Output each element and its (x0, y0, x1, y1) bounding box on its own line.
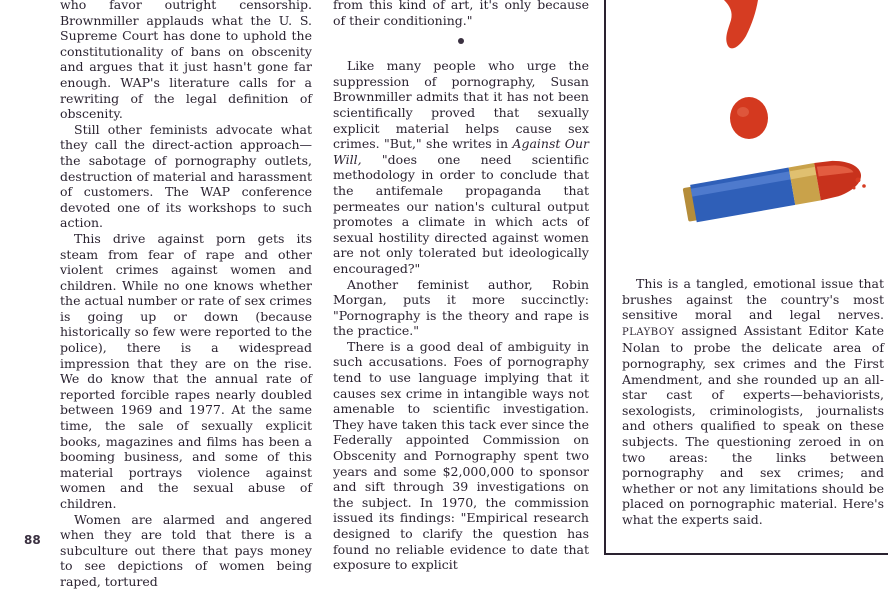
paragraph: This drive against porn gets its steam from fear of rape and other violent crimes against women and children. While no one knows whether the actual number or rate of sex crimes is going up or down (because historically so few were reported to the police), there is a widespread impression that they are on the rise. We do know that the annual rate of reported forcible rapes nearly doubled between 1969 and 1977. At the same time, the sale of sexually explicit books, magazines and films has been a booming business, and some of this material portrays violence against women and the sexual abuse of children. (60, 230, 312, 511)
sidebar-box (604, 0, 888, 555)
paragraph: This is a tangled, emotional issue that brushes against the country's most sensitive moral and legal nerves. PLAYBOY assigned Assistant Editor Kate Nolan to probe the delicate area of pornography, sex crimes and the First Amendment, and she rounded up an all-star cast of experts—behaviorists, sexologists, criminologists, journalists and others qualified to speak on these subjects. The questioning zeroed in on two areas: the links between pornography and sex crimes; and whether or not any limitations should be placed on pornographic material. Here's what the experts said. (622, 276, 884, 527)
paragraph: Another feminist author, Robin Morgan, puts it more succinctly: "Pornography is the theory and rape is the practice." (333, 276, 589, 339)
sidebar-intro-text (622, 276, 884, 528)
paragraph: who favor outright censorship. Brownmiller applauds what the U. S. Supreme Court has done to uphold the constitutionality of bans on obscenity and argues that it just hasn't gone far enough. WAP's literature calls for a rewriting of the legal definition of obscenity. (60, 0, 312, 122)
book-title: Against Our Will, (333, 136, 589, 167)
paint-stroke (724, 0, 758, 48)
page-number: 88 (24, 533, 41, 547)
bullet-icon (682, 155, 864, 223)
section-divider-dot (333, 28, 589, 58)
paragraph: Women are alarmed and angered when they are told that there is a subculture out there that pays money to see depictions of women being raped, tortured (60, 511, 312, 589)
paint-dot (730, 97, 768, 139)
magazine-name: PLAYBOY (622, 326, 675, 338)
paragraph: There is a good deal of ambiguity in such accusations. Foes of pornography tend to use language implying that it causes sex crime in intangible ways not amenable to scientific investigation. They have taken this tack ever since the Federally appointed Commission on Obscenity and Pornography spent two years and some $2,000,000 to sponsor and sift through 39 investigations on the subject. In 1970, the commission issued its findings: "Empirical research designed to clarify the question has found no reliable evidence to date that exposure to explicit (333, 338, 589, 573)
paragraph: Still other feminists advocate what they call the direct-action approach—the sabotage of pornography outlets, destruction of material and harassment of customers. The WAP conference devoted one of its workshops to such action. (60, 121, 312, 231)
paragraph: from this kind of art, it's only because of their conditioning." (333, 0, 589, 28)
illustration-bullet-exclamation (606, 0, 888, 240)
paragraph: Like many people who urge the suppression of pornography, Susan Brownmiller admits that it has not been scientifically proved that sexually explicit material helps cause sex crimes. "But," she writes in Against Our Will, "does one need scientific methodology in order to conclude that the antifemale propaganda that permeates our nation's cultural output promotes a climate in which acts of sexual hostility directed against women are not only tolerated but ideologically encouraged?" (333, 58, 589, 276)
article-column-left (60, 0, 312, 590)
article-column-middle (333, 0, 589, 573)
